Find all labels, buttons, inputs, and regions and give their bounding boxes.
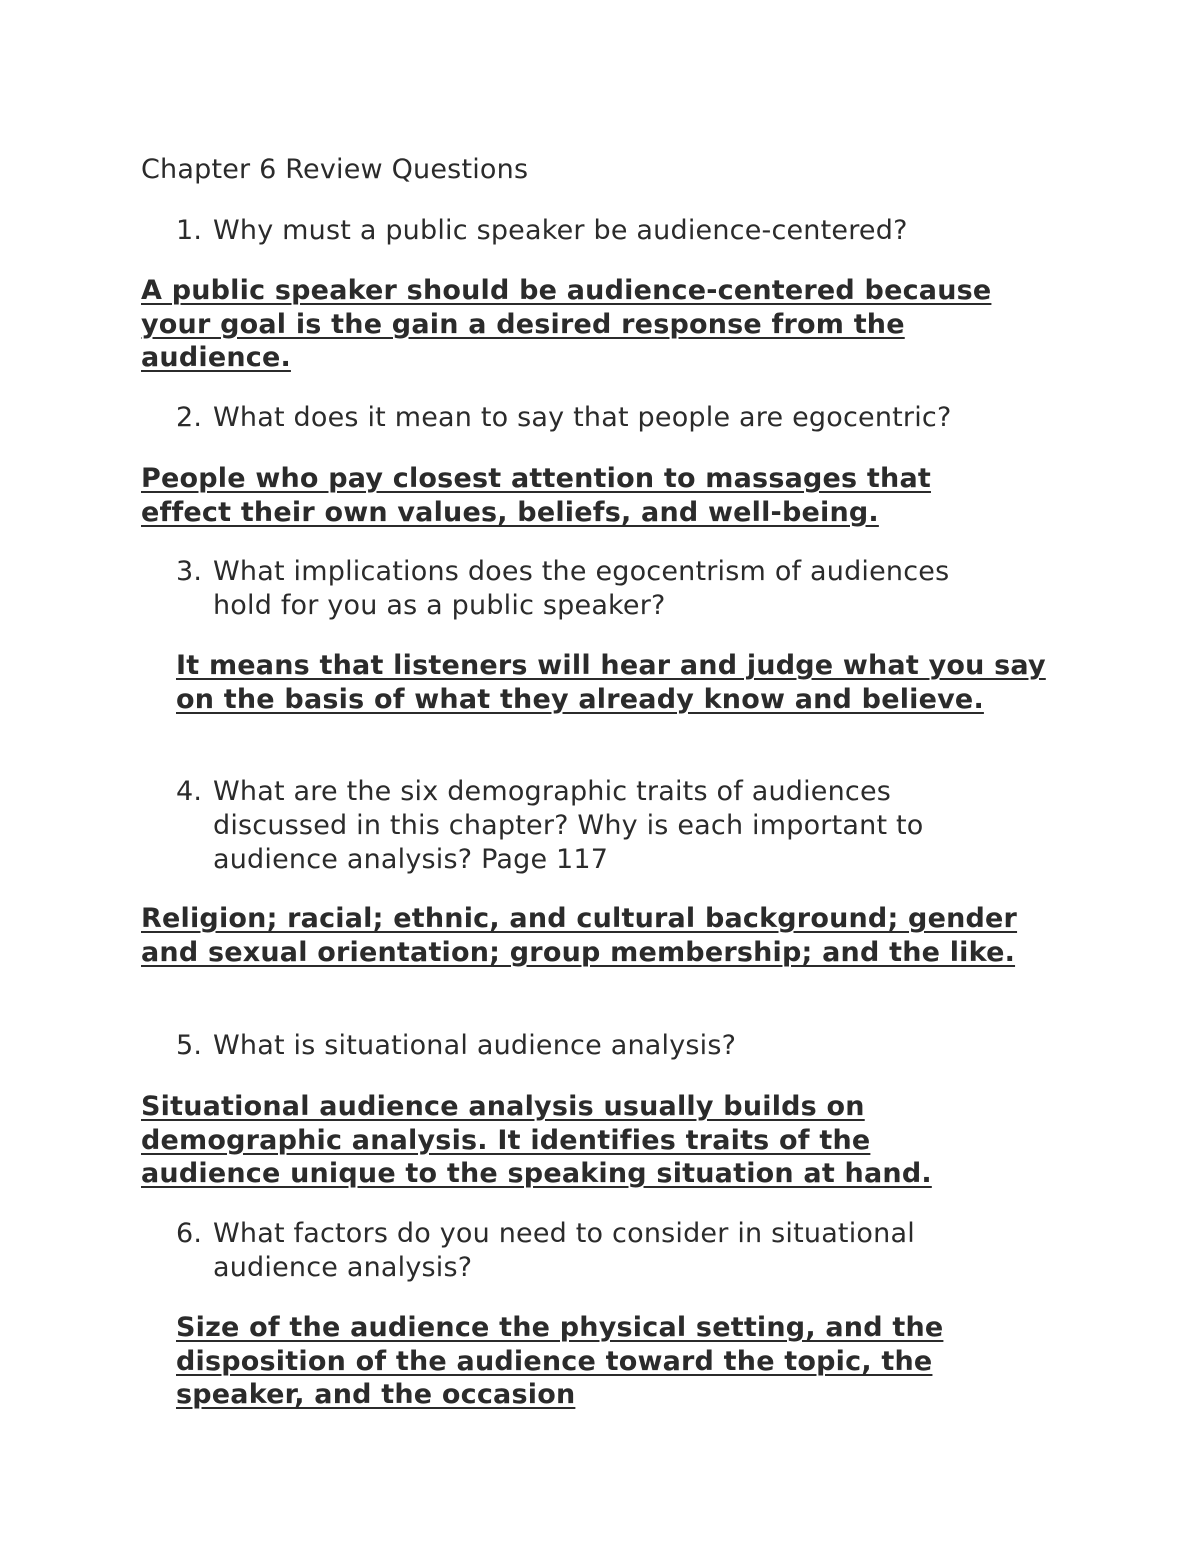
answer-3: It means that listeners will hear and judge what you say on the basis of what they already know and believe. (176, 650, 1046, 715)
question-6 (176, 1217, 976, 1285)
answer-6: Size of the audience the physical setting, and the disposition of the audience toward the topic, the speaker, and the occasion (176, 1312, 944, 1410)
page-title: Chapter 6 Review Questions (141, 154, 529, 185)
question-number: 5. (176, 1030, 203, 1061)
answer-5: Situational audience analysis usually builds on demographic analysis. It identifies traits of the audience unique to the speaking situation at hand. (141, 1091, 932, 1189)
answer-2: People who pay closest attention to massages that effect their own values, beliefs, and well-being. (141, 463, 931, 528)
question-4 (176, 775, 976, 877)
question-5 (176, 1029, 1076, 1063)
answer-1: A public speaker should be audience-centered because your goal is the gain a desired response from the audience. (141, 275, 992, 373)
question-1 (176, 214, 1076, 248)
question-2 (176, 401, 1076, 435)
question-number: 4. (176, 776, 203, 807)
question-number: 2. (176, 402, 203, 433)
question-text: What are the six demographic traits of audiences discussed in this chapter? Why is each important to audience analysis? Page 117 (213, 776, 924, 875)
question-text: What implications does the egocentrism of audiences hold for you as a public speaker? (213, 556, 950, 621)
question-text: What is situational audience analysis? (213, 1030, 737, 1061)
question-text: What does it mean to say that people are egocentric? (213, 402, 952, 433)
question-3 (176, 555, 1006, 623)
question-number: 6. (176, 1218, 203, 1249)
answer-4: Religion; racial; ethnic, and cultural background; gender and sexual orientation; group membership; and the like. (141, 903, 1018, 968)
question-text: What factors do you need to consider in situational audience analysis? (213, 1218, 915, 1283)
question-text: Why must a public speaker be audience-centered? (213, 215, 908, 246)
question-number: 1. (176, 215, 203, 246)
question-number: 3. (176, 556, 203, 587)
